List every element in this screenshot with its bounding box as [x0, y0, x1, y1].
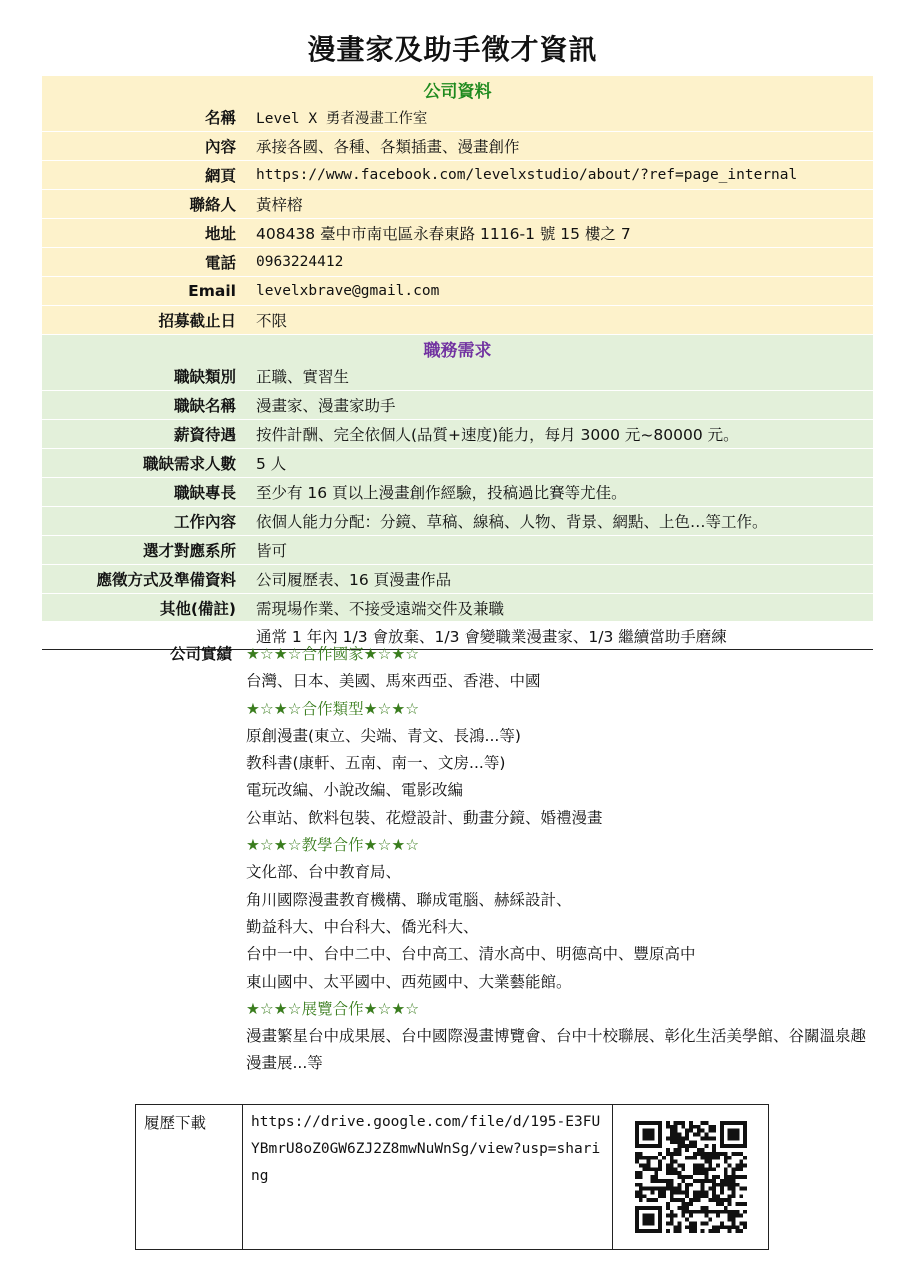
list-item: 角川國際漫畫教育機構、聯成電腦、赫綵設計、 — [246, 890, 572, 909]
list-item: 教科書(康軒、五南、南一、文房...等) — [246, 754, 506, 773]
list-item: 勤益科大、中台科大、僑光科大、 — [246, 917, 479, 936]
row-label: 其他(備註) — [42, 594, 250, 622]
company-website-link[interactable]: https://www.facebook.com/levelxstudio/about/?ref=page_internal — [250, 161, 873, 190]
company-row-website — [42, 161, 873, 190]
company-row-name — [42, 103, 873, 132]
job-row-skills — [42, 478, 873, 507]
company-deadline-value: 不限 — [250, 306, 873, 335]
company-section-header — [42, 76, 873, 103]
job-departments-value: 皆可 — [250, 536, 873, 565]
row-label: 職缺需求人數 — [42, 449, 250, 478]
company-contact-value: 黃梓榕 — [250, 190, 873, 219]
job-title-value: 漫畫家、漫畫家助手 — [250, 391, 873, 420]
job-row-title — [42, 391, 873, 420]
company-address-value: 408438 臺中市南屯區永春東路 1116-1 號 15 樓之 7 — [250, 219, 873, 248]
qr-code-icon[interactable] — [635, 1121, 747, 1233]
job-headcount-value: 5 人 — [250, 449, 873, 478]
job-row-category — [42, 362, 873, 391]
list-item: 文化部、台中教育局、 — [246, 863, 402, 882]
row-label: 電話 — [42, 248, 250, 277]
page-title: 漫畫家及助手徵才資訊 — [307, 33, 598, 66]
row-label: 工作內容 — [42, 507, 250, 536]
resume-download-box — [135, 1104, 769, 1250]
list-item: 電玩改編、小說改編、電影改編 — [246, 781, 464, 800]
company-row-contact — [42, 190, 873, 219]
row-label: 網頁 — [42, 161, 250, 190]
row-label: 選才對應系所 — [42, 536, 250, 565]
company-row-content — [42, 132, 873, 161]
job-row-headcount — [42, 449, 873, 478]
list-item: 漫畫繁星台中成果展、台中國際漫畫博覽會、台中十校聯展、彰化生活美學館、谷關溫泉趣漫畫展...等 — [246, 1027, 867, 1073]
list-item: 台灣、日本、美國、馬來西亞、香港、中國 — [246, 672, 541, 691]
company-phone-value: 0963224412 — [250, 248, 873, 277]
list-item: 台中一中、台中二中、台中高工、清水高中、明德高中、豐原高中 — [246, 945, 696, 964]
list-item: 原創漫畫(東立、尖端、青文、長鴻...等) — [246, 726, 521, 745]
row-label: 職缺名稱 — [42, 391, 250, 420]
job-row-departments — [42, 536, 873, 565]
row-label: 招募截止日 — [42, 306, 250, 335]
job-duties-value: 依個人能力分配：分鏡、草稿、線稿、人物、背景、網點、上色…等工作。 — [250, 507, 873, 536]
job-category-value: 正職、實習生 — [250, 362, 873, 391]
row-label: 薪資待遇 — [42, 420, 250, 449]
company-row-address — [42, 219, 873, 248]
row-label: 聯絡人 — [42, 190, 250, 219]
company-section-title: 公司資料 — [42, 76, 873, 103]
resume-download-link[interactable]: https://drive.google.com/file/d/195-E3FUYBmrU8oZ0GW6ZJ2Z8mwNuWnSg/view?usp=sharing — [243, 1105, 613, 1249]
company-name-value: Level X 勇者漫畫工作室 — [250, 103, 873, 132]
achievements-label: 公司實績 — [169, 645, 232, 663]
info-table — [42, 76, 873, 650]
company-row-phone — [42, 248, 873, 277]
job-application-value: 公司履歷表、16 頁漫畫作品 — [250, 565, 873, 594]
row-label: 應徵方式及準備資料 — [42, 565, 250, 594]
row-label: 職缺類別 — [42, 362, 250, 391]
company-email-link[interactable]: levelxbrave@gmail.com — [250, 277, 873, 306]
row-label: 名稱 — [42, 103, 250, 132]
job-salary-value: 按件計酬、完全依個人(品質+速度)能力，每月 3000 元~80000 元。 — [250, 420, 873, 449]
row-label: 地址 — [42, 219, 250, 248]
job-row-salary — [42, 420, 873, 449]
qr-code-cell — [613, 1105, 768, 1249]
job-section-title: 職務需求 — [42, 335, 873, 363]
job-row-duties — [42, 507, 873, 536]
job-row-application — [42, 565, 873, 594]
row-label: 職缺專長 — [42, 478, 250, 507]
list-item: 東山國中、太平國中、西苑國中、大業藝能館。 — [246, 972, 572, 991]
row-label: Email — [42, 277, 250, 306]
achievements-list — [246, 641, 866, 1078]
achievements-heading-countries: ★☆★☆合作國家★☆★☆ — [246, 645, 420, 663]
achievements-heading-teaching: ★☆★☆教學合作★☆★☆ — [246, 836, 420, 855]
achievements-heading-types: ★☆★☆合作類型★☆★☆ — [246, 699, 420, 718]
job-other-line2: 通常 1 年內 1/3 會放棄、1/3 會變職業漫畫家、1/3 繼續當助手磨練 — [250, 622, 873, 650]
job-row-other — [42, 594, 873, 622]
job-section-header — [42, 335, 873, 363]
list-item: 公車站、飲料包裝、花燈設計、動畫分鏡、婚禮漫畫 — [246, 808, 603, 827]
company-row-email — [42, 277, 873, 306]
resume-label: 履歷下載 — [136, 1105, 243, 1249]
job-other-line1: 需現場作業、不接受遠端交件及兼職 — [250, 594, 873, 622]
row-label: 內容 — [42, 132, 250, 161]
company-content-value: 承接各國、各種、各類插畫、漫畫創作 — [250, 132, 873, 161]
achievements-heading-exhibitions: ★☆★☆展覽合作★☆★☆ — [246, 999, 420, 1018]
job-skills-value: 至少有 16 頁以上漫畫創作經驗，投稿過比賽等尤佳。 — [250, 478, 873, 507]
company-row-deadline — [42, 306, 873, 335]
